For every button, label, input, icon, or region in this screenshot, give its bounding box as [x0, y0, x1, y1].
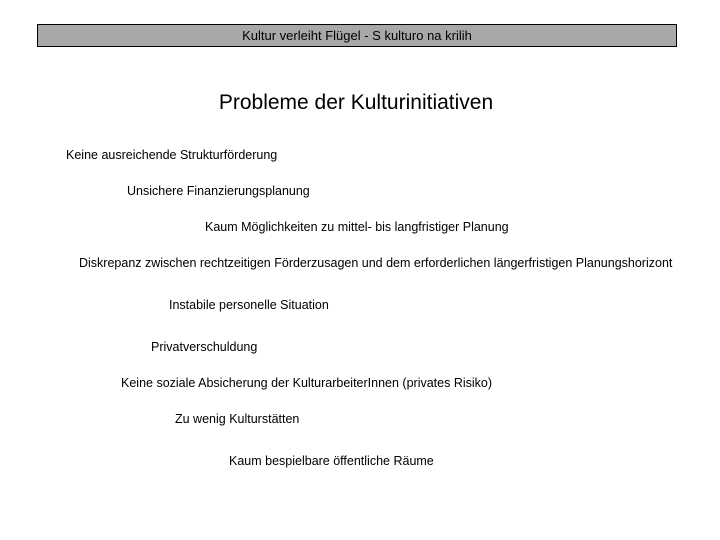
header-text: Kultur verleiht Flügel - S kulturo na krilih: [242, 28, 472, 43]
list-item: Privatverschuldung: [151, 340, 258, 354]
slide-title: Probleme der Kulturinitiativen: [218, 91, 494, 114]
list-item: Keine ausreichende Strukturförderung: [66, 148, 278, 162]
list-item: Unsichere Finanzierungsplanung: [127, 184, 310, 198]
list-item: Kaum bespielbare öffentliche Räume: [229, 454, 434, 468]
list-item: Diskrepanz zwischen rechtzeitigen Förderzusagen und dem erforderlichen längerfristigen Planungshorizont: [79, 256, 673, 270]
list-item: Keine soziale Absicherung der KulturarbeiterInnen (privates Risiko): [121, 376, 493, 390]
list-item: Instabile personelle Situation: [169, 298, 329, 312]
list-item: Zu wenig Kulturstätten: [175, 412, 300, 426]
list-item: Kaum Möglichkeiten zu mittel- bis langfristiger Planung: [205, 220, 509, 234]
header-bar: [37, 24, 677, 47]
